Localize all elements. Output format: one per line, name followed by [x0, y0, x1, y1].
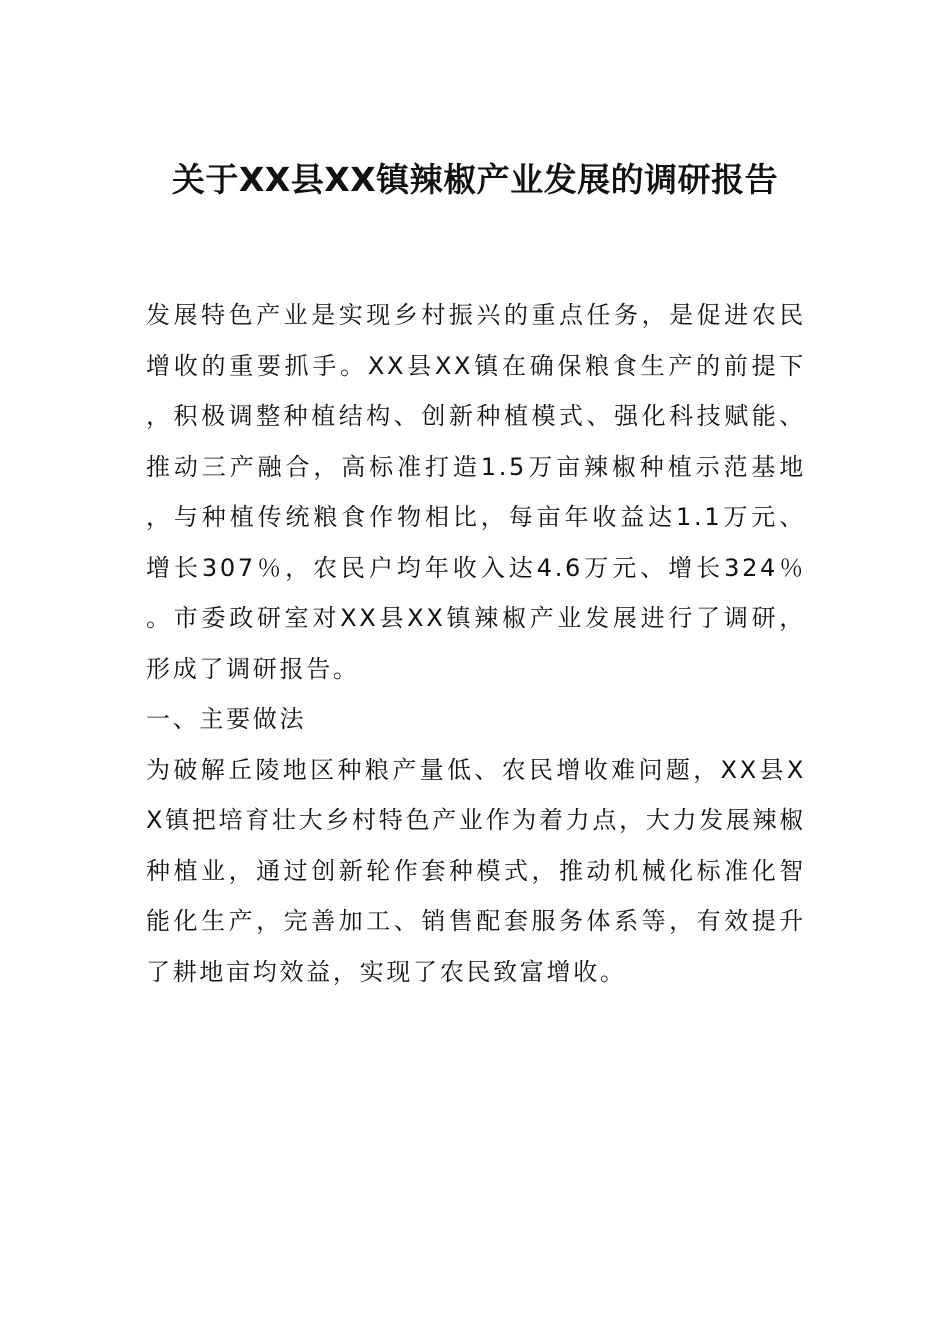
document-title: 关于XX县XX镇辣椒产业发展的调研报告	[171, 160, 779, 199]
section-heading: 一、主要做法	[146, 705, 307, 733]
document-body	[146, 290, 806, 997]
intro-paragraph: 发展特色产业是实现乡村振兴的重点任务，是促进农民增收的重要抓手。XX县XX镇在确保粮食生产的前提下，积极调整种植结构、创新种植模式、强化科技赋能、推动三产融合，高标准打造1.5万亩辣椒种植示范基地，与种植传统粮食作物相比，每亩年收益达1.1万元、增长307％，农民户均年收入达4.6万元、增长324％。市委政研室对XX县XX镇辣椒产业发展进行了调研，形成了调研报告。	[146, 301, 806, 683]
section-paragraph: 为破解丘陵地区种粮产量低、农民增收难问题，XX县XX镇把培育壮大乡村特色产业作为着力点，大力发展辣椒种植业，通过创新轮作套种模式，推动机械化标准化智能化生产，完善加工、销售配套服务体系等，有效提升了耕地亩均效益，实现了农民致富增收。	[146, 755, 806, 986]
